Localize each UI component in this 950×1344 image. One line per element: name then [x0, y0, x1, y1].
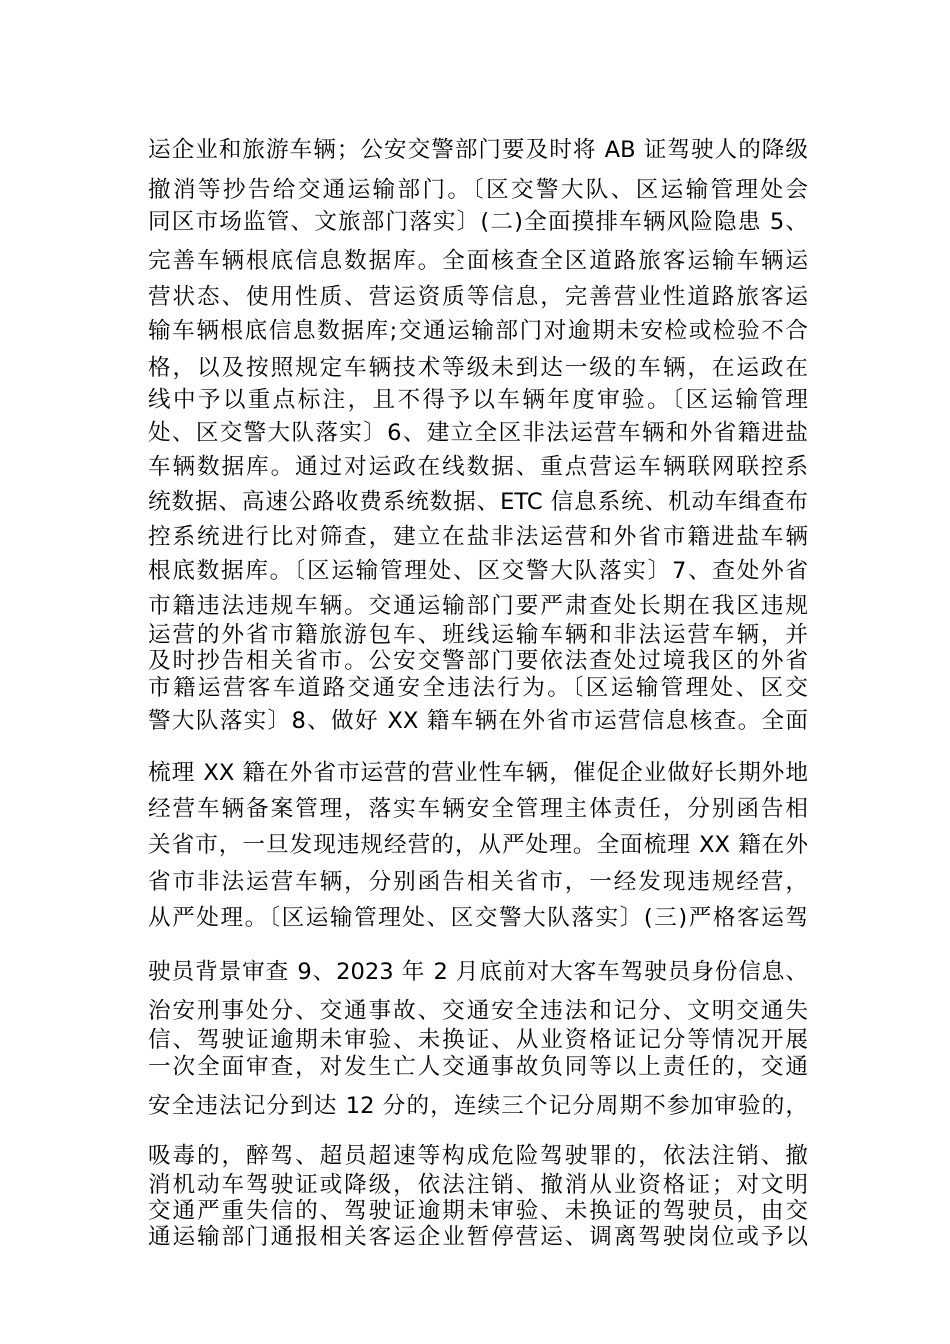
text-line: 经营车辆备案管理，落实车辆安全管理主体责任，分别函告相	[148, 796, 808, 822]
text-line: 一次全面审查，对发生亡人交通事故负同等以上责任的，交通	[148, 1054, 808, 1080]
text-line: 安全违法记分到达 12 分的，连续三个记分周期不参加审验的，	[148, 1093, 808, 1119]
text-line: 撤消等抄告给交通运输部门。〔区交警大队、区运输管理处会	[148, 177, 808, 203]
text-line: 完善车辆根底信息数据库。全面核查全区道路旅客运输车辆运	[148, 248, 808, 274]
text-line: 同区市场监管、文旅部门落实〕(二)全面摸排车辆风险隐患 5、	[148, 209, 808, 235]
text-line: 市籍违法违规车辆。交通运输部门要严肃查处长期在我区违规	[148, 593, 808, 619]
text-line: 吸毒的，醉驾、超员超速等构成危险驾驶罪的，依法注销、撤	[148, 1143, 808, 1169]
text-line: 治安刑事处分、交通事故、交通安全违法和记分、文明交通失	[148, 998, 808, 1024]
text-line: 通运输部门通报相关客运企业暂停营运、调离驾驶岗位或予以	[148, 1224, 808, 1250]
text-line: 消机动车驾驶证或降级，依法注销、撤消从业资格证；对文明	[148, 1172, 808, 1198]
text-line: 处、区交警大队落实〕6、建立全区非法运营车辆和外省籍进盐	[148, 420, 808, 446]
text-line: 交通严重失信的、驾驶证逾期未审验、未换证的驾驶员，由交	[148, 1198, 808, 1224]
text-line: 格，以及按照规定车辆技术等级未到达一级的车辆，在运政在	[148, 355, 808, 381]
text-line: 及时抄告相关省市。公安交警部门要依法查处过境我区的外省	[148, 648, 808, 674]
text-line: 梳理 XX 籍在外省市运营的营业性车辆，催促企业做好长期外地	[148, 760, 808, 786]
text-line: 统数据、高速公路收费系统数据、ETC 信息系统、机动车缉查布	[148, 489, 808, 515]
text-line: 驶员背景审查 9、2023 年 2 月底前对大客车驾驶员身份信息、	[148, 959, 808, 985]
text-line: 输车辆根底信息数据库;交通运输部门对逾期未安检或检验不合	[148, 318, 808, 344]
text-line: 省市非法运营车辆，分别函告相关省市，一经发现违规经营，	[148, 869, 808, 895]
text-line: 信、驾驶证逾期未审验、未换证、从业资格证记分等情况开展	[148, 1027, 808, 1053]
text-line: 根底数据库。〔区运输管理处、区交警大队落实〕7、查处外省	[148, 558, 808, 584]
text-line: 市籍运营客车道路交通安全违法行为。〔区运输管理处、区交	[148, 675, 808, 701]
text-line: 控系统进行比对筛查，建立在盐非法运营和外省市籍进盐车辆	[148, 524, 808, 550]
text-line: 从严处理。〔区运输管理处、区交警大队落实〕(三)严格客运驾	[148, 905, 808, 931]
text-line: 运营的外省市籍旅游包车、班线运输车辆和非法运营车辆，并	[148, 622, 808, 648]
text-line: 运企业和旅游车辆；公安交警部门要及时将 AB 证驾驶人的降级	[148, 137, 808, 163]
text-line: 警大队落实〕8、做好 XX 籍车辆在外省市运营信息核查。全面	[148, 708, 808, 734]
text-line: 线中予以重点标注，且不得予以车辆年度审验。〔区运输管理	[148, 387, 808, 413]
text-line: 关省市，一旦发现违规经营的，从严处理。全面梳理 XX 籍在外	[148, 832, 808, 858]
text-line: 营状态、使用性质、营运资质等信息，完善营业性道路旅客运	[148, 284, 808, 310]
text-line: 车辆数据库。通过对运政在线数据、重点营运车辆联网联控系	[148, 454, 808, 480]
